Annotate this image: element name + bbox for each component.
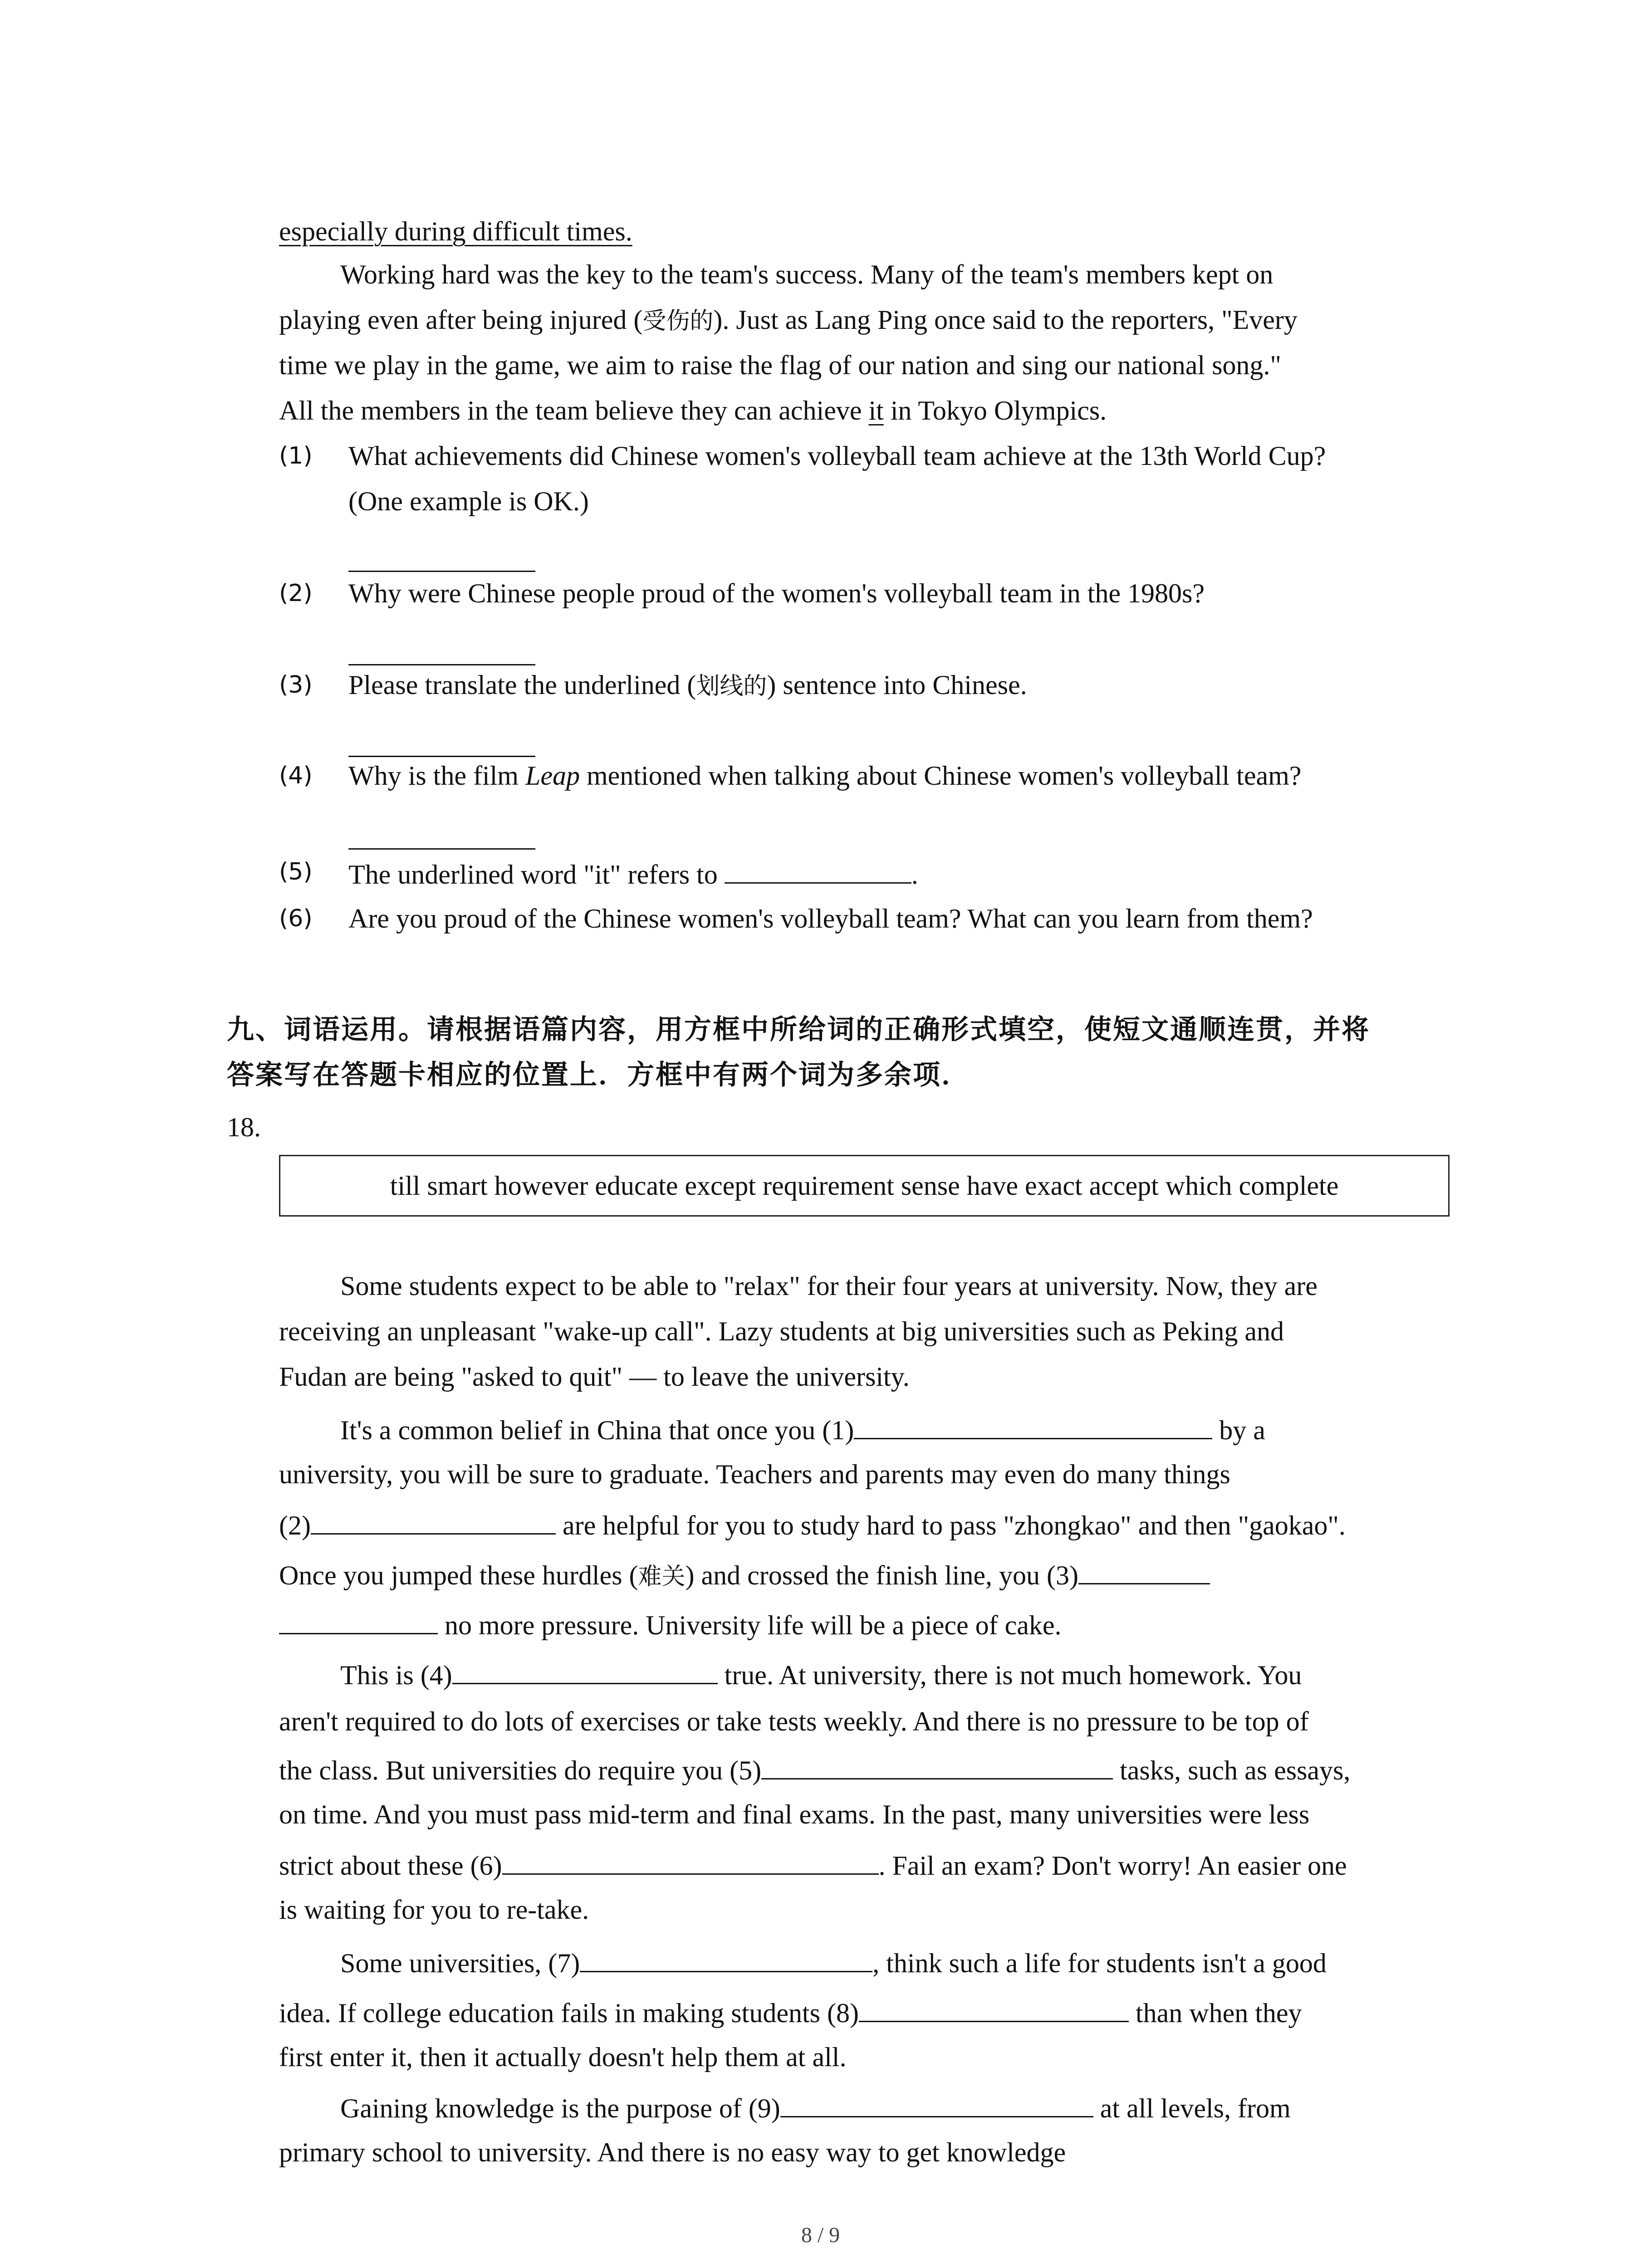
passage-line: Fudan are being "asked to quit" — to leave the university. [279,1362,910,1392]
answer-blank[interactable] [725,855,911,884]
passage-line: strict about these (6) . Fail an exam? Don't worry! An easier one [279,1846,1347,1884]
word-box: till smart however educate except requirement sense have exact accept which complete [279,1155,1450,1217]
answer-blank-3-cont[interactable] [279,1606,438,1634]
passage-line: aren't required to do lots of exercises or take tests weekly. And there is no pressure to be top of [279,1706,1309,1736]
answer-line[interactable] [348,756,535,757]
passage-line: is waiting for you to re-take. [279,1895,589,1925]
answer-blank-2[interactable] [311,1506,556,1535]
answer-blank-3[interactable] [1078,1556,1210,1584]
passage-line: playing even after being injured (受伤的). Just as Lang Ping once said to the reporters, "Every [279,305,1298,335]
question-number: (2) [279,580,313,607]
question-number: (4) [279,762,313,789]
question-text: (One example is OK.) [348,486,589,516]
answer-line[interactable] [348,848,535,850]
answer-blank-5[interactable] [761,1751,1113,1779]
section-heading: 九、词语运用。请根据语篇内容，用方框中所给词的正确形式填空，使短文通顺连贯，并将 [227,1014,1370,1046]
question-text: Why is the film Leap mentioned when talking about Chinese women's volleyball team? [348,761,1302,791]
passage-line: All the members in the team believe they can achieve it in Tokyo Olympics. [279,396,1107,425]
question-number: (3) [279,671,313,699]
question-text: The underlined word "it" refers to . [348,855,918,893]
question-text: Are you proud of the Chinese women's volleyball team? What can you learn from them? [348,904,1313,934]
answer-blank-1[interactable] [854,1411,1212,1439]
passage-line: first enter it, then it actually doesn't help them at all. [279,2042,847,2072]
question-text: Please translate the underlined (划线的) sentence into Chinese. [348,670,1027,700]
answer-blank-7[interactable] [580,1944,872,1972]
section-heading: 答案写在答题卡相应的位置上．方框中有两个词为多余项． [227,1059,970,1091]
answer-line[interactable] [348,571,535,572]
passage-line: no more pressure. University life will be a piece of cake. [279,1606,1062,1643]
page-number: 8 / 9 [801,2223,840,2247]
question-number: (6) [279,905,313,932]
passage-line: idea. If college education fails in making students (8) than when they [279,1994,1302,2031]
passage-line: Working hard was the key to the team's success. Many of the team's members kept on [340,259,1274,289]
passage-line: primary school to university. And there is no easy way to get knowledge [279,2137,1066,2167]
passage-line: time we play in the game, we aim to raise the flag of our nation and sing our national song." [279,350,1281,380]
passage-line: the class. But universities do require you (5) tasks, such as essays, [279,1751,1350,1789]
underlined-word-it: it [868,396,884,425]
passage-line: (2) are helpful for you to study hard to pass "zhongkao" and then "gaokao". [279,1506,1346,1544]
passage-line: university, you will be sure to graduate. Teachers and parents may even do many things [279,1459,1230,1489]
passage-line: This is (4) true. At university, there is not much homework. You [340,1656,1302,1693]
answer-blank-4[interactable] [452,1656,718,1684]
answer-blank-6[interactable] [502,1846,879,1875]
passage-line: Some universities, (7) , think such a life for students isn't a good [340,1944,1327,1981]
passage-line: Once you jumped these hurdles (难关) and crossed the finish line, you (3) [279,1556,1210,1595]
passage-line: It's a common belief in China that once you (1) by a [340,1411,1265,1448]
passage-line [279,213,632,249]
passage-line: Gaining knowledge is the purpose of (9) at all levels, from [340,2089,1291,2126]
answer-blank-9[interactable] [780,2089,1093,2117]
passage-line: Some students expect to be able to "relax" for their four years at university. Now, they are [340,1271,1318,1301]
answer-blank-8[interactable] [859,1994,1129,2022]
passage-line: receiving an unpleasant "wake-up call". Lazy students at big universities such as Peking and [279,1316,1284,1346]
question-text: What achievements did Chinese women's volleyball team achieve at the 13th World Cup? [348,441,1326,471]
passage-line: on time. And you must pass mid-term and final exams. In the past, many universities were less [279,1799,1310,1829]
question-number: (5) [279,858,313,885]
question-text: Why were Chinese people proud of the women's volleyball team in the 1980s? [348,578,1205,608]
question-number: 18. [227,1112,261,1142]
answer-line[interactable] [348,664,535,665]
question-number: (1) [279,442,313,469]
underlined-sentence: especially during difficult times. [279,216,632,246]
